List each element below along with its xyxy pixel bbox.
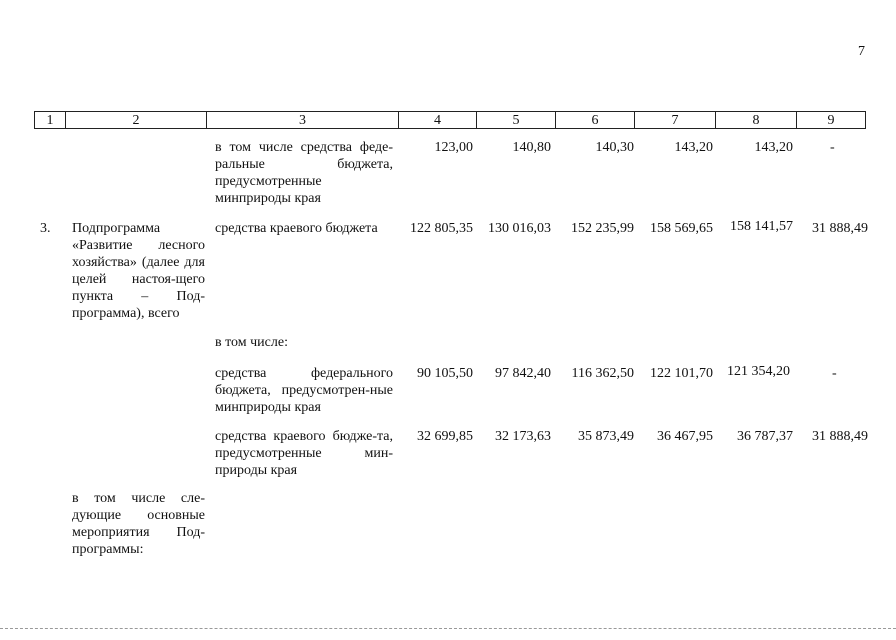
row1-funding-source: в том числе средства феде-ральные бюджета, предусмотренные минприроды края	[215, 140, 393, 206]
row4-col5-value: 97 842,40	[495, 366, 551, 381]
row6-main-activities-label: в том числе сле-дующие основные мероприятия Под-программы:	[72, 491, 205, 557]
header-col-1: 1	[35, 112, 66, 129]
row4-col4-value: 90 105,50	[417, 366, 473, 381]
row1-col9-value: -	[830, 140, 835, 155]
row1-col7-value: 143,20	[674, 140, 713, 155]
row5-col8-value: 36 787,37	[737, 429, 793, 444]
row1-col4-value: 123,00	[434, 140, 473, 155]
row2-col4-value: 122 805,35	[410, 221, 473, 236]
row2-col7-value: 158 569,65	[650, 221, 713, 236]
row5-col5-value: 32 173,63	[495, 429, 551, 444]
row5-col9-value: 31 888,49	[812, 429, 868, 444]
row1-col6-value: 140,30	[595, 140, 634, 155]
header-col-7: 7	[635, 112, 716, 129]
header-col-5: 5	[477, 112, 556, 129]
header-col-4: 4	[399, 112, 477, 129]
row2-funding-source: средства краевого бюджета	[215, 221, 378, 236]
row4-col7-value: 122 101,70	[650, 366, 713, 381]
row2-col9-value: 31 888,49	[812, 221, 868, 236]
header-col-2: 2	[66, 112, 207, 129]
header-col-6: 6	[556, 112, 635, 129]
row2-col6-value: 152 235,99	[571, 221, 634, 236]
row2-subprogram-name: Подпрограмма «Развитие лесного хозяйства» (далее для целей настоя-щего пункта – Под-программа), всего	[72, 221, 205, 321]
row5-funding-source: средства краевого бюдже-та, предусмотренные мин-природы края	[215, 429, 393, 478]
row4-funding-source: средства федерального бюджета, предусмотрен-ные минприроды края	[215, 366, 393, 415]
row2-col8-value: 158 141,57	[730, 219, 793, 234]
header-col-3: 3	[207, 112, 399, 129]
row2-item-number: 3.	[40, 221, 51, 236]
header-col-8: 8	[716, 112, 797, 129]
row5-col7-value: 36 467,95	[657, 429, 713, 444]
row1-col5-value: 140,80	[512, 140, 551, 155]
row4-col9-value: -	[832, 366, 837, 381]
row4-col6-value: 116 362,50	[571, 366, 634, 381]
column-number-header	[34, 111, 866, 129]
row2-col5-value: 130 016,03	[488, 221, 551, 236]
header-col-9: 9	[797, 112, 866, 129]
row5-col4-value: 32 699,85	[417, 429, 473, 444]
page-bottom-edge	[0, 628, 896, 629]
row5-col6-value: 35 873,49	[578, 429, 634, 444]
row4-col8-value: 121 354,20	[727, 364, 790, 379]
row1-col8-value: 143,20	[754, 140, 793, 155]
page-number: 7	[858, 44, 865, 59]
row3-including-label: в том числе:	[215, 335, 288, 350]
